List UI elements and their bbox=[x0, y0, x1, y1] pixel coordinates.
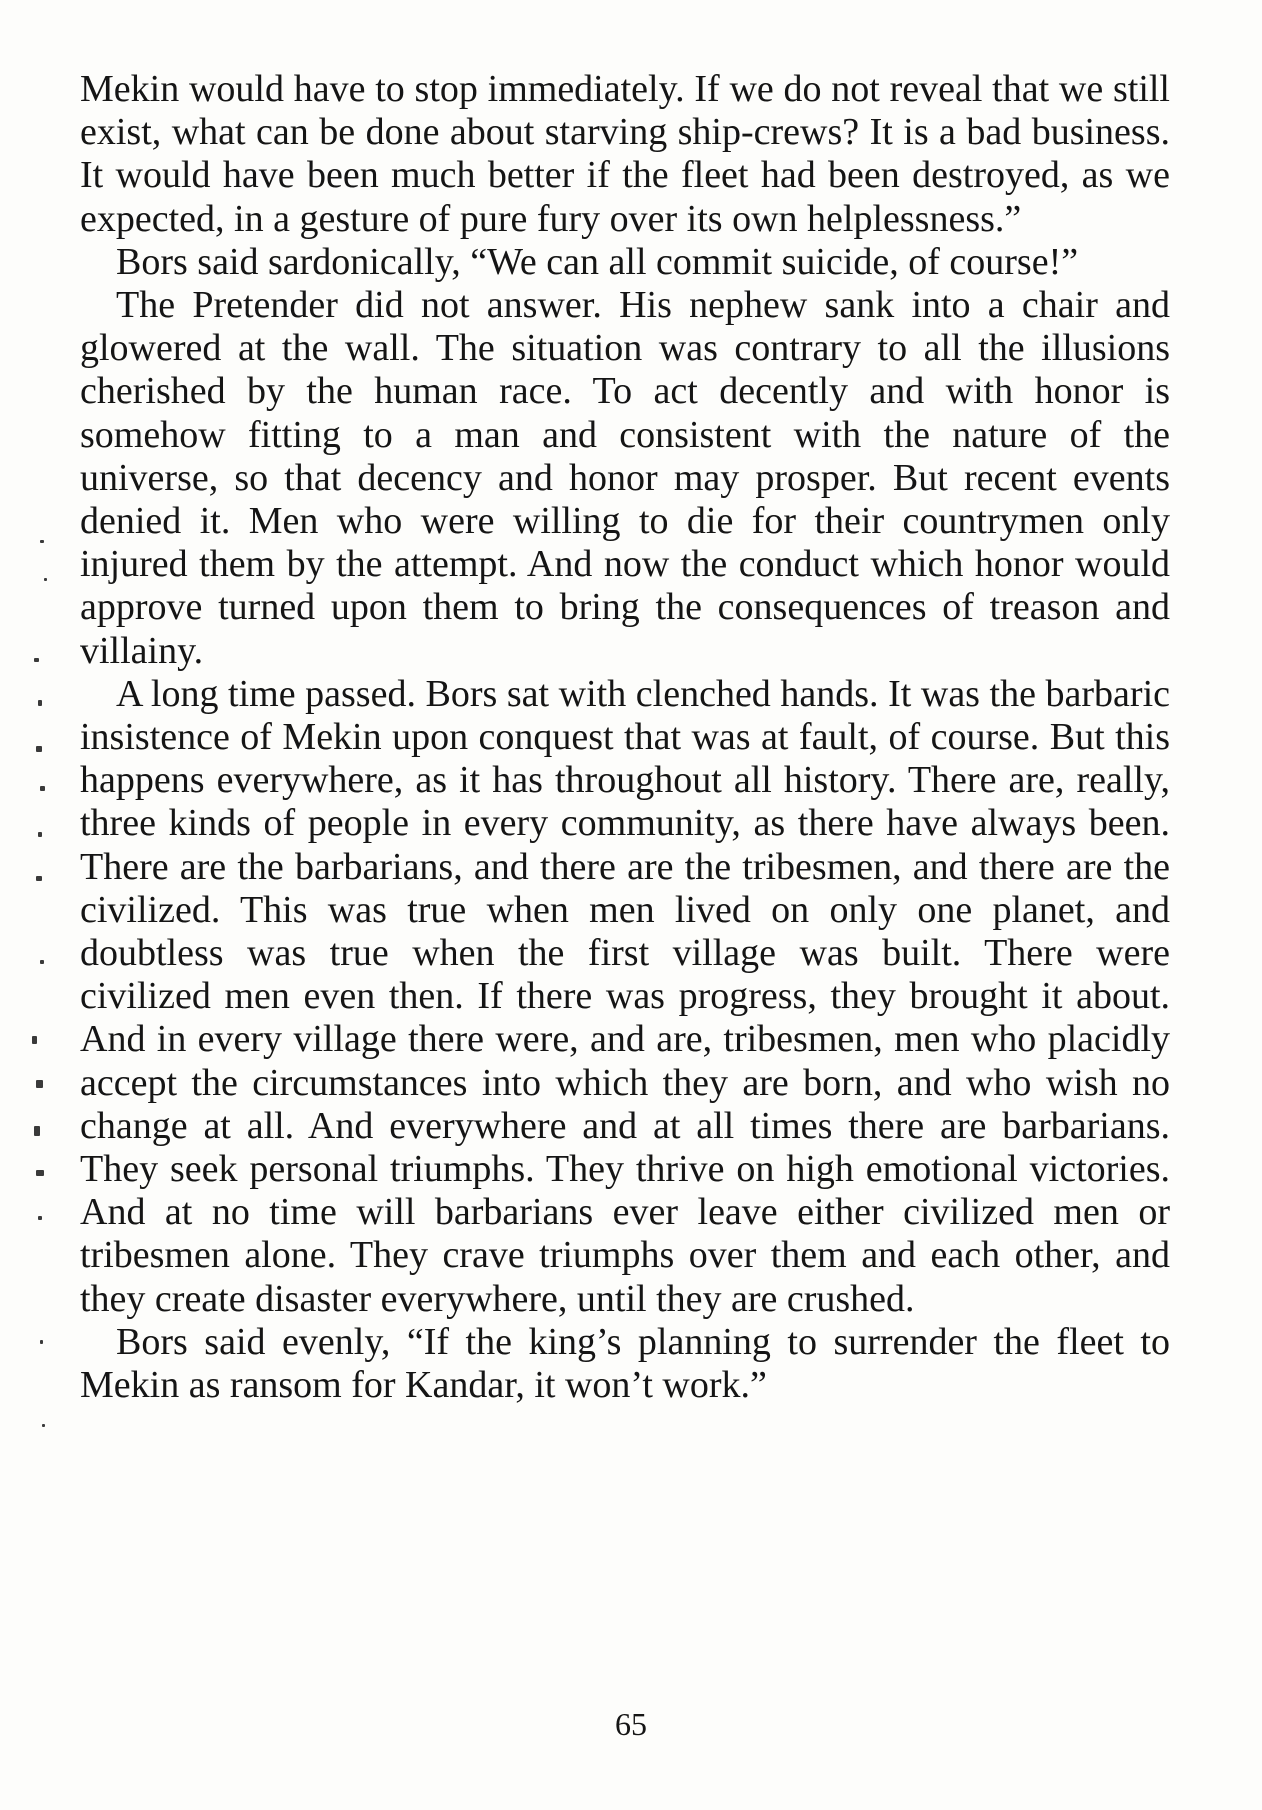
paragraph: Bors said sardonically, “We can all commit suicide, of course!” bbox=[116, 240, 1079, 283]
paragraph: Mekin would have to stop immediately. If we do not reveal that we still exist, what can be done about starving ship-crews? It is a bad business. It would have been much better if the fleet had been destroyed, as we expected, in a gesture of pure fury over its own helplessness.” bbox=[80, 68, 1170, 240]
paragraph: Bors said evenly, “If the king’s planning to surrender the fleet to Mekin as ransom for Kandar, it won’t work.” bbox=[80, 1320, 1170, 1407]
paragraph: The Pretender did not answer. His nephew sank into a chair and glowered at the wall. The situation was contrary to all the illusions cherished by the human race. To act decently and with honor is somehow fitting to a man and consistent with the nature of the universe, so that decency and honor may prosper. But recent events denied it. Men who were willing to die for their countrymen only injured them by the attempt. And now the conduct which honor would approve turned upon them to bring the consequences of treason and villainy. bbox=[80, 284, 1170, 672]
paragraph: A long time passed. Bors sat with clenched hands. It was the barbaric insistence of Mekin upon conquest that was at fault, of course. But this happens everywhere, as it has throughout all history. There are, really, three kinds of people in every community, as there have always been. There are the barbarians, and there are the tribesmen, and there are the civilized. This was true when men lived on only one planet, and doubtless was true when the first village was built. There were civilized men even then. If there was progress, they brought it about. And in every village there were, and are, tribesmen, men who placidly accept the circumstances into which they are born, and who wish no change at all. And everywhere and at all times there are barbarians. They seek personal triumphs. They thrive on high emotional victories. And at no time will barbarians ever leave either civilized men or tribesmen alone. They crave triumphs over them and each other, and they create disaster everywhere, until they are crushed. bbox=[80, 672, 1170, 1320]
body-text bbox=[80, 68, 1170, 1407]
margin-specks bbox=[10, 540, 58, 1680]
page-number: 65 bbox=[615, 1706, 647, 1742]
